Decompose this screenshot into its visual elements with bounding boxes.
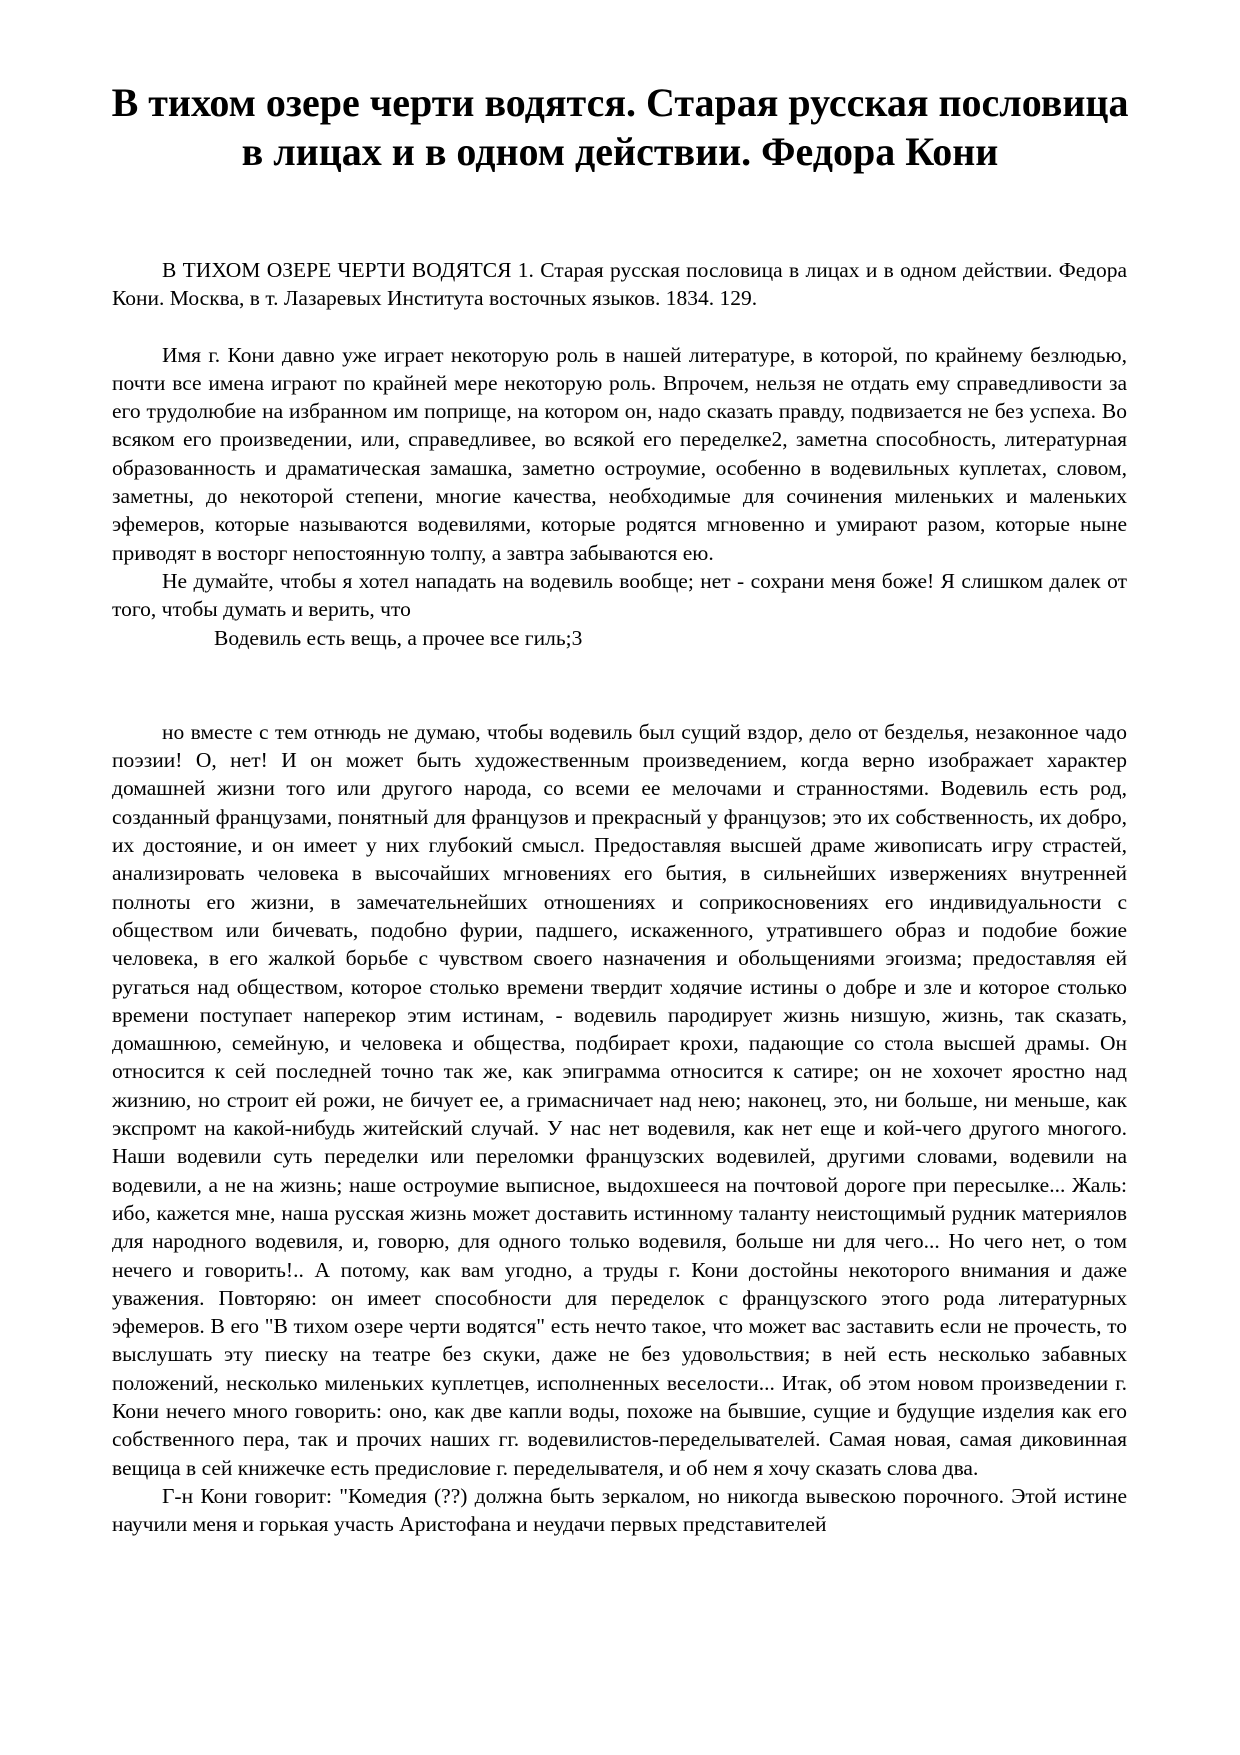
body-paragraph: но вместе с тем отнюдь не думаю, чтобы водевиль был сущий вздор, дело от безделья, незаконное чадо поэзии! О, нет! И он может быть художественным произведением, когда верно изображает характер домашней жизни того или другого народа, со всеми ее мелочами и странностями. Водевиль есть род, созданный французами, понятный для французов и прекрасный у французов; это их собственность, их добро, их достояние, и он имеет у них глубокий смысл. Предоставляя высшей драме живописать игру страстей, анализировать человека в высочайших мгновениях его бытия, в сильнейших извержениях внутренней полноты его жизни, в замечательнейших отношениях и соприкосновениях его индивидуальности с обществом или бичевать, подобно фурии, падшего, искаженного, утратившего образ и подобие божие человека, в его жалкой борьбе с чувством своего назначения и обольщениями эгоизма; предоставляя ей ругаться над обществом, которое столько времени твердит ходячие истины о добре и зле и которое столько времени поступает наперекор этим истинам, - водевиль пародирует жизнь низшую, жизнь, так сказать, домашнюю, семейную, и человека и общества, подбирает крохи, падающие со стола высшей драмы. Он относится к сей последней точно так же, как эпиграмма относится к сатире; он не хохочет яростно над жизнию, но строит ей рожи, не бичует ее, а гримасничает над нею; наконец, это, ни больше, ни меньше, как экспромт на какой-нибудь житейский случай. У нас нет водевиля, как нет еще и кой-чего другого многого. Наши водевили суть переделки или переломки французских водевилей, другими словами, водевили на водевили, а не на жизнь; наше остроумие выписное, выдохшееся на почтовой дороге при пересылке... Жаль: ибо, кажется мне, наша русская жизнь может доставить истинному таланту неистощимый рудник материялов для народного водевиля, и, говорю, для одного только водевиля, больше ни для чего... Но чего нет, о том нечего и говорить!.. А потому, как вам угодно, а труды г. Кони достойны некоторого внимания и даже уважения. Повторяю: он имеет способности для переделок с французского этого рода литературных эфемеров. В его "В тихом озере черти водятся" есть нечто такое, что может вас заставить если не прочесть, то выслушать эту пиеску на театре без скуки, даже не без удовольствия; в ней есть несколько забавных положений, несколько миленьких куплетцев, исполненных веселости... Итак, об этом новом произведении г. Кони нечего много говорить: оно, как две капли воды, похоже на бывшие, сущие и будущие изделия как его собственного пера, так и прочих наших гг. водевилистов-переделывателей. Самая новая, самая диковинная вещица в сей книжечке есть предисловие г. переделывателя, и об нем я хочу сказать слова два. [112, 719, 1127, 1480]
body-paragraph: Г-н Кони говорит: "Комедия (??) должна быть зеркалом, но никогда вывескою порочного. Этой истине научили меня и горькая участь Аристофана и неудачи первых представителей [112, 1483, 1127, 1537]
paragraph-spacer [112, 313, 1127, 341]
bibliographic-paragraph: В ТИХОМ ОЗЕРЕ ЧЕРТИ ВОДЯТСЯ 1. Старая русская пословица в лицах и в одном действии. Федора Кони. Москва, в т. Лазаревых Института восточных языков. 1834. 129. [112, 258, 1127, 311]
body-paragraph: Не думайте, чтобы я хотел нападать на водевиль вообще; нет - сохрани меня боже! Я слишком далек от того, чтобы думать и верить, что [112, 568, 1127, 622]
paragraph-spacer [112, 652, 1127, 718]
verse-quote: Водевиль есть вещь, а прочее все гиль;3 [214, 625, 583, 650]
document-body [112, 256, 1127, 1538]
body-paragraph: Имя г. Кони давно уже играет некоторую роль в нашей литературе, в которой, по крайнему безлюдью, почти все имена играют по крайней мере некоторую роль. Впрочем, нельзя не отдать ему справедливости за его трудолюбие на избранном им поприще, на котором он, надо сказать правду, подвизается не без успеха. Во всяком его произведении, или, справедливее, во всякой его переделке2, заметна способность, литературная образованность и драматическая замашка, заметно остроумие, особенно в водевильных куплетах, словом, заметны, до некоторой степени, многие качества, необходимые для сочинения миленьких и маленьких эфемеров, которые называются водевилями, которые родятся мгновенно и умирают разом, которые ныне приводят в восторг непостоянную толпу, а завтра забываются ею. [112, 342, 1127, 565]
document-title: В тихом озере черти водятся. Старая русская пословица в лицах и в одном действии. Федора Кони [111, 80, 1129, 174]
